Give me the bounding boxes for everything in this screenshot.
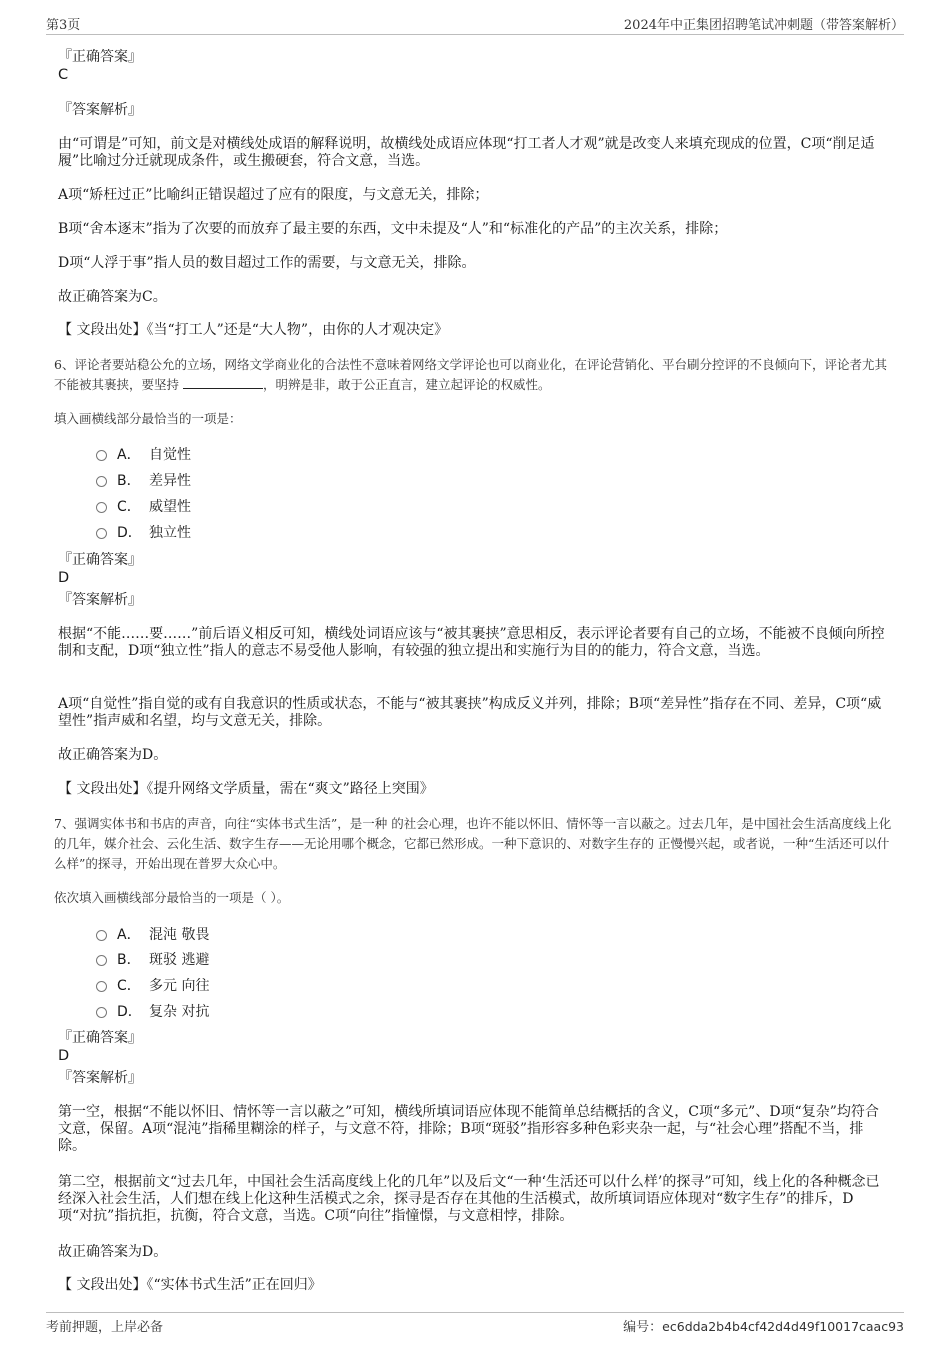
answer-blank xyxy=(183,376,263,389)
option-a[interactable]: A． 自觉性 xyxy=(96,444,191,464)
source-citation: 【 文段出处】《当“打工人”还是“大人物”，由你的人才观决定》 xyxy=(58,322,449,338)
question-stem: 6、评论者要站稳公允的立场，网络文学商业化的合法性不意味着网络文学评论也可以商业化，在评论营销化、平台刷分控评的不良倾向下，评论者尤其不能被其裹挟，要坚持 ，明辨是非，敢于公正直言，建立起评论的权威性。 xyxy=(54,357,887,392)
radio-icon[interactable] xyxy=(96,981,107,992)
analysis-label: 『答案解析』 xyxy=(58,102,142,118)
document-title: 2024年中正集团招聘笔试冲刺题（带答案解析） xyxy=(623,18,904,33)
question-prompt: 填入画横线部分最恰当的一项是： xyxy=(54,411,242,426)
analysis-paragraph: D项“人浮于事”指人员的数目超过工作的需要，与文意无关，排除。 xyxy=(58,255,476,271)
radio-icon[interactable] xyxy=(96,955,107,966)
option-c[interactable]: C． 威望性 xyxy=(96,496,191,516)
page-footer xyxy=(46,1312,904,1335)
analysis-label: 『答案解析』 xyxy=(58,592,142,608)
analysis-paragraph: 第二空，根据前文“过去几年，中国社会生活高度线上化的几年”以及后文“一种‘生活还可以什么样’的探寻”可知，线上化的各种概念已经深入社会生活，人们想在线上化这种生活模式之余，探寻是否存在其他的生活模式，故所填词语应体现对“数字生存”的排斥，D项“对抗”指抗拒，抗衡，符合文意，当选。C项“向往”指憧憬，与文意相悖，排除。 xyxy=(58,1174,880,1224)
radio-icon[interactable] xyxy=(96,1007,107,1018)
option-a[interactable]: A． 混沌 敬畏 xyxy=(96,924,209,944)
radio-icon[interactable] xyxy=(96,502,107,513)
source-citation: 【 文段出处】《“实体书式生活”正在回归》 xyxy=(58,1277,322,1293)
analysis-conclusion: 故正确答案为D。 xyxy=(58,747,168,763)
analysis-paragraph: B项“舍本逐末”指为了次要的而放弃了最主要的东西，文中未提及“人”和“标准化的产品”的主次关系，排除； xyxy=(58,221,728,237)
analysis-conclusion: 故正确答案为C。 xyxy=(58,289,167,305)
question-prompt: 依次填入画横线部分最恰当的一项是（ ）。 xyxy=(54,890,290,905)
radio-icon[interactable] xyxy=(96,450,107,461)
option-d[interactable]: D． 独立性 xyxy=(96,522,191,542)
option-d[interactable]: D． 复杂 对抗 xyxy=(96,1001,209,1021)
answer-label: 『正确答案』 xyxy=(58,49,142,65)
correct-answer: D xyxy=(58,570,70,586)
analysis-paragraph: 由“可谓是”可知，前文是对横线处成语的解释说明，故横线处成语应体现“打工者人才观”就是改变人来填充现成的位置，C项“削足适履”比喻过分迁就现成条件，或生搬硬套，符合文意，当选。 xyxy=(58,136,875,169)
analysis-paragraph: A项“自觉性”指自觉的或有自我意识的性质或状态，不能与“被其裹挟”构成反义并列，排除；B项“差异性”指存在不同、差异，C项“威望性”指声威和名望，均与文意无关，排除。 xyxy=(58,696,882,729)
page-number: 第3页 xyxy=(46,18,81,33)
analysis-conclusion: 故正确答案为D。 xyxy=(58,1244,168,1260)
radio-icon[interactable] xyxy=(96,476,107,487)
correct-answer: C xyxy=(58,67,69,83)
analysis-paragraph: A项“矫枉过正”比喻纠正错误超过了应有的限度，与文意无关，排除； xyxy=(58,187,489,203)
analysis-label: 『答案解析』 xyxy=(58,1070,142,1086)
answer-label: 『正确答案』 xyxy=(58,552,142,568)
source-citation: 【 文段出处】《提升网络文学质量，需在“爽文”路径上突围》 xyxy=(58,781,434,797)
option-b[interactable]: B． 差异性 xyxy=(96,470,191,490)
answer-label: 『正确答案』 xyxy=(58,1030,142,1046)
question-stem: 7、强调实体书和书店的声音，向往“实体书式生活”，是一种 的社会心理，也许不能以怀旧、情怀等一言以蔽之。过去几年，是中国社会生活高度线上化的几年，媒介社会、云化生活、数字生存——无论用哪个概念，它都已然形成。一种下意识的、对数字生存的 正慢慢兴起，或者说，一种“生活还可以什么样”的探寻，开始出现在普罗大众心中。 xyxy=(54,816,892,871)
analysis-paragraph: 根据“不能……要……”前后语义相反可知，横线处词语应该与“被其裹挟”意思相反，表示评论者要有自己的立场，不能被不良倾向所控制和支配，D项“独立性”指人的意志不易受他人影响，有较强的独立提出和实施行为目的的能力，符合文意，当选。 xyxy=(58,626,885,659)
option-c[interactable]: C． 多元 向往 xyxy=(96,975,209,995)
footer-slogan: 考前押题，上岸必备 xyxy=(46,1320,164,1335)
option-b[interactable]: B． 斑驳 逃避 xyxy=(96,949,209,969)
radio-icon[interactable] xyxy=(96,528,107,539)
correct-answer: D xyxy=(58,1048,70,1064)
page-header xyxy=(46,12,904,35)
document-id: 编号：ec6dda2b4b4cf42d4d49f10017caac93 xyxy=(623,1319,904,1335)
analysis-paragraph: 第一空，根据“不能以怀旧、情怀等一言以蔽之”可知，横线所填词语应体现不能简单总结概括的含义，C项“多元”、D项“复杂”均符合文意，保留。A项“混沌”指稀里糊涂的样子，与文意不符，排除；B项“斑驳”指形容多种色彩夹杂一起，与“社会心理”搭配不当，排除。 xyxy=(58,1104,879,1154)
radio-icon[interactable] xyxy=(96,930,107,941)
